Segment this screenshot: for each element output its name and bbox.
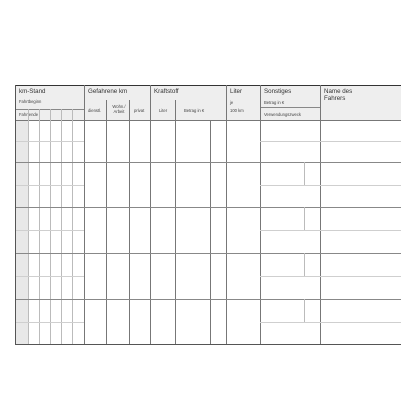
kraftstoff-heading: Kraftstoff: [154, 88, 179, 95]
fahrtende-label: Fahrtende: [19, 112, 39, 117]
digit-divider: [72, 109, 73, 121]
sonstiges-betrag-label: Betrag in €: [264, 100, 285, 105]
amount-divider: [304, 299, 305, 322]
row-split: [260, 322, 401, 323]
digit-divider: [28, 121, 29, 345]
column-divider: [150, 85, 151, 345]
kraftstoff-betrag-label: Betrag in €: [184, 108, 205, 113]
row-separator: [16, 162, 401, 163]
row-split: [16, 185, 84, 186]
row-split: [260, 230, 401, 231]
verwendungszweck-label: Verwendungszweck: [264, 112, 302, 117]
amount-divider: [304, 207, 305, 230]
amount-divider: [304, 253, 305, 276]
liter-heading: Liter: [230, 88, 243, 95]
row-split: [260, 141, 401, 142]
digit-divider: [39, 109, 40, 121]
column-divider: [84, 85, 85, 345]
column-divider: [129, 100, 130, 345]
kraftstoff-liter-label: Liter: [159, 108, 168, 113]
liter-je-label: je: [230, 100, 234, 105]
fahrtbeginn-label: Fahrtbeginn: [19, 99, 42, 104]
amount-divider: [304, 162, 305, 185]
column-divider: [260, 85, 261, 345]
digit-divider: [50, 121, 51, 345]
digit-divider: [39, 121, 40, 345]
row-split: [260, 185, 401, 186]
digit-divider: [61, 109, 62, 121]
wohn-arbeit-label: Wohn./ Arbeit: [112, 104, 126, 114]
row-separator: [16, 253, 401, 254]
column-divider: [210, 121, 211, 345]
row-separator: [16, 299, 401, 300]
digit-divider: [50, 109, 51, 121]
km-stand-shade: [16, 121, 28, 345]
row-split: [16, 322, 84, 323]
digit-divider: [28, 109, 29, 121]
column-divider: [106, 100, 107, 345]
row-split: [16, 230, 84, 231]
row-split: [16, 141, 84, 142]
row-split: [260, 276, 401, 277]
row-split: [16, 276, 84, 277]
column-divider: [226, 85, 227, 345]
gefahrene-km-heading: Gefahrene km: [88, 88, 128, 95]
privat-label: privat: [134, 108, 145, 113]
header-rule: [260, 107, 320, 108]
sonstiges-heading: Sonstiges: [264, 88, 292, 95]
row-separator: [16, 207, 401, 208]
logbook-table: [15, 85, 401, 345]
dienstl-label: dienstl.: [88, 108, 102, 113]
liter-100km-label: 100 km: [230, 108, 244, 113]
column-divider: [175, 100, 176, 345]
name-heading: Name des Fahrers: [324, 88, 353, 102]
digit-divider: [61, 121, 62, 345]
km-stand-heading: km-Stand: [19, 88, 46, 95]
column-divider: [320, 85, 321, 345]
digit-divider: [72, 121, 73, 345]
